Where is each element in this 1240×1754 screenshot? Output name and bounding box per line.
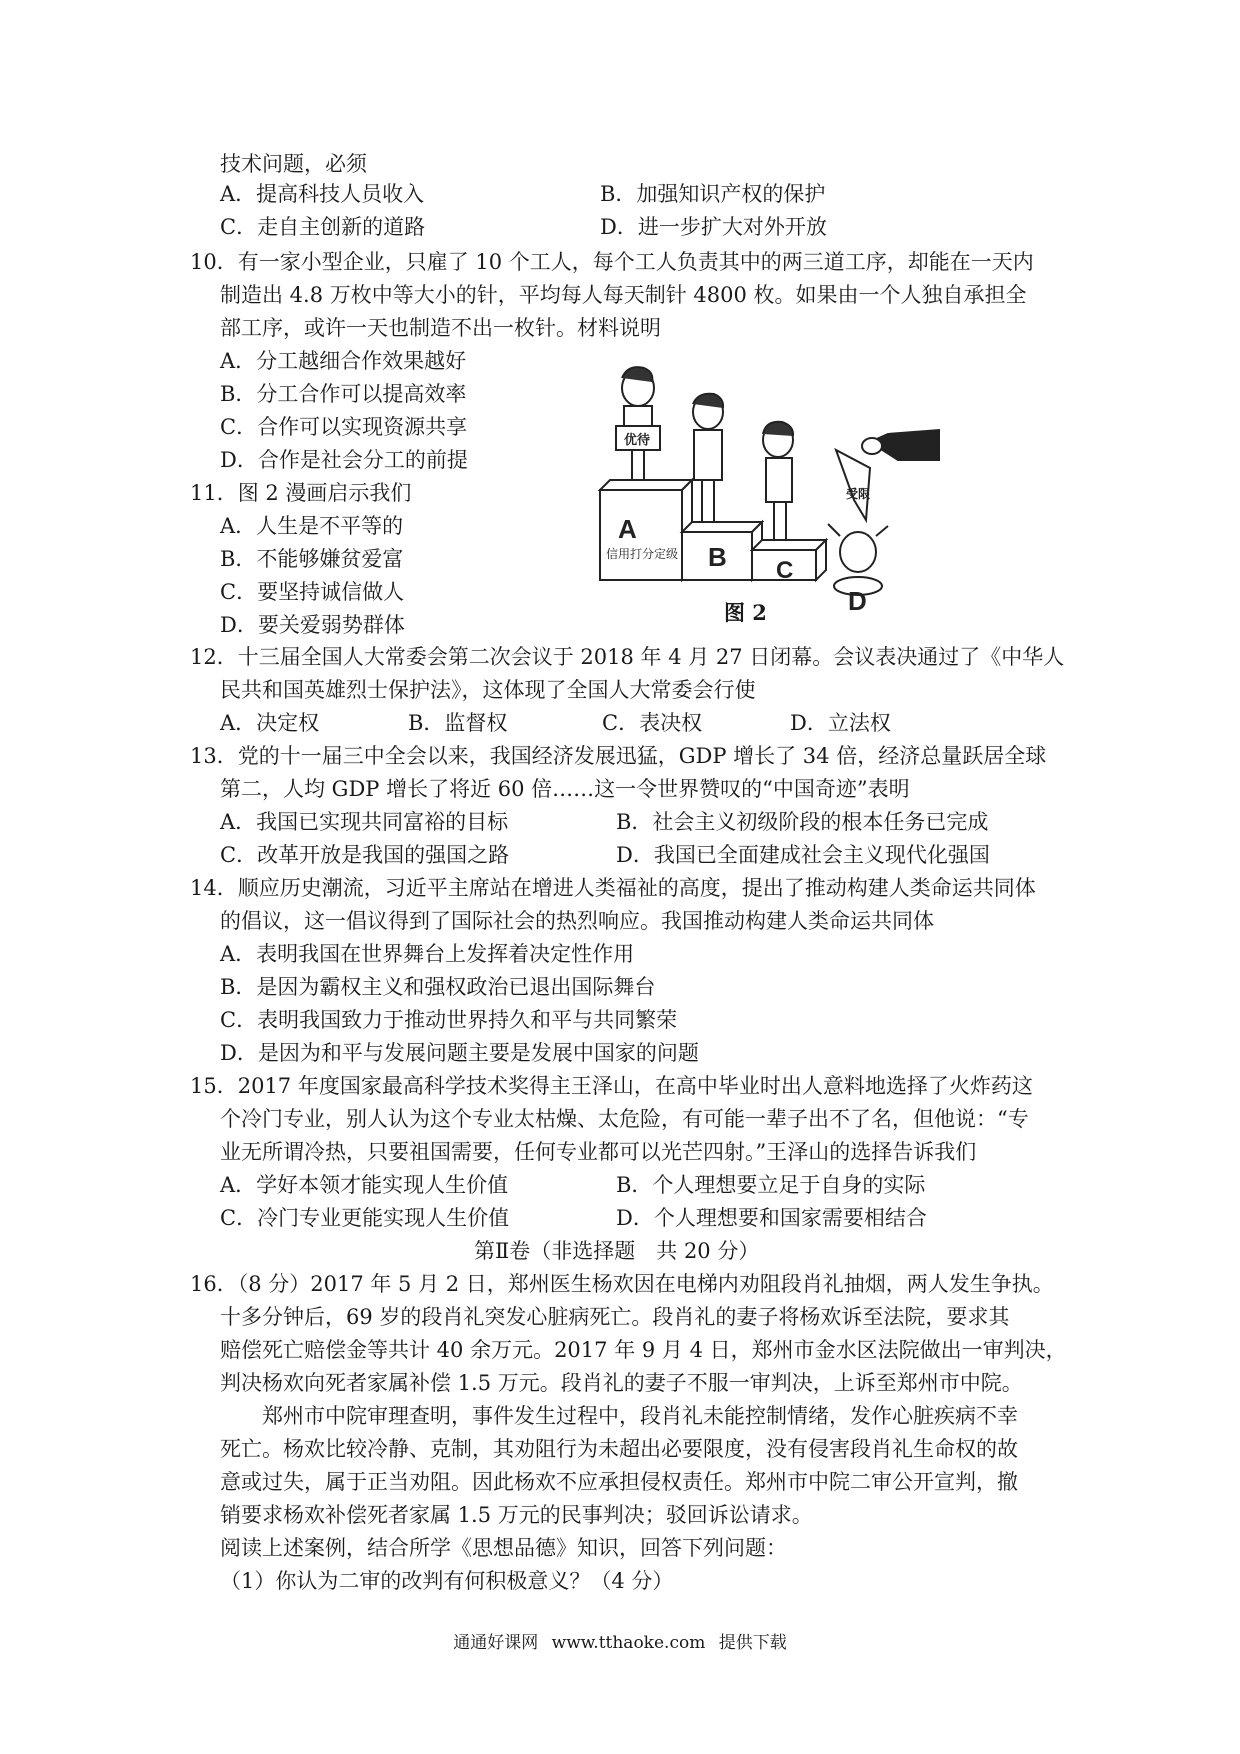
q10-option-c: C．合作可以实现资源共享 xyxy=(220,415,468,439)
q16-line-7: 意或过失，属于正当劝阻。因此杨欢不应承担侵权责任。郑州市中院二审公开宣判，撤 xyxy=(220,1470,1018,1494)
q10-line-1: 10．有一家小型企业，只雇了 10 个工人，每个工人负责其中的两三道工序，却能在一天内 xyxy=(190,250,1034,274)
step-d-label: D xyxy=(848,586,867,610)
footer-url-link[interactable]: www.tthaoke.com xyxy=(551,1633,706,1653)
q10-option-a: A．分工越细合作效果越好 xyxy=(220,349,467,373)
q15-line-3: 业无所谓冷热，只要祖国需要，任何专业都可以光芒四射。”王泽山的选择告诉我们 xyxy=(220,1140,977,1164)
footer xyxy=(0,1631,1240,1655)
staircase xyxy=(600,480,882,595)
person-a xyxy=(616,367,660,480)
q15-option-a: A．学好本领才能实现人生价值 xyxy=(220,1173,509,1197)
footer-note: 提供下载 xyxy=(718,1633,787,1653)
q14-option-a: A．表明我国在世界舞台上发挥着决定性作用 xyxy=(220,942,635,966)
person-d xyxy=(828,450,888,572)
q16-line-2: 十多分钟后，69 岁的段肖礼突发心脏病死亡。段肖礼的妻子将杨欢诉至法院，要求其 xyxy=(220,1305,1010,1329)
step-a-label: A xyxy=(618,514,637,544)
q13-line-1: 13．党的十一届三中全会以来，我国经济发展迅猛，GDP 增长了 34 倍，经济总量跃居全球 xyxy=(190,744,1047,768)
q16-line-9: 阅读上述案例，结合所学《思想品德》知识，回答下列问题： xyxy=(220,1536,787,1560)
q14-line-1: 14．顺应历史潮流，习近平主席站在增进人类福祉的高度，提出了推动构建人类命运共同体 xyxy=(190,876,1036,900)
q11-option-b: B．不能够嫌贫爱富 xyxy=(220,547,404,571)
q16-line-1: 16．（8 分）2017 年 5 月 2 日，郑州医生杨欢因在电梯内劝阻段肖礼抽烟，两人发生争执。 xyxy=(190,1272,1054,1296)
q15-option-c: C．冷门专业更能实现人生价值 xyxy=(220,1206,510,1230)
q11-option-a: A．人生是不平等的 xyxy=(220,514,404,538)
q10-option-d: D．合作是社会分工的前提 xyxy=(220,448,468,472)
q12-line-1: 12．十三届全国人大常委会第二次会议于 2018 年 4 月 27 日闭幕。会议表决通过了《中华人 xyxy=(190,645,1065,669)
q10-line-3: 部工序，或许一天也制造不出一枚针。材料说明 xyxy=(220,316,661,340)
q13-option-a: A．我国已实现共同富裕的目标 xyxy=(220,810,509,834)
q9-option-a: A．提高科技人员收入 xyxy=(220,182,425,206)
q12-option-b: B．监督权 xyxy=(408,711,508,735)
restricted-label: 受限 xyxy=(846,487,871,501)
figure-2-cartoon xyxy=(588,360,940,610)
q9-option-d: D．进一步扩大对外开放 xyxy=(600,215,827,239)
q11-option-c: C．要坚持诚信做人 xyxy=(220,580,405,604)
step-b-label: B xyxy=(708,542,727,572)
section-2-title: 第Ⅱ卷（非选择题 共 20 分） xyxy=(474,1239,760,1263)
q10-line-2: 制造出 4.8 万枚中等大小的针，平均每人每天制针 4800 枚。如果由一个人独自承担全 xyxy=(220,283,1027,307)
q12-line-2: 民共和国英雄烈士保护法》，这体现了全国人大常委会行使 xyxy=(220,678,756,702)
sign-top-label: 优待 xyxy=(624,432,651,447)
q9-stem-tail: 技术问题，必须 xyxy=(220,152,367,176)
q12-option-c: C．表决权 xyxy=(602,711,703,735)
q13-option-d: D．我国已全面建成社会主义现代化强国 xyxy=(616,843,990,867)
q14-option-b: B．是因为霸权主义和强权政治已退出国际舞台 xyxy=(220,975,656,999)
q15-line-2: 个冷门专业，别人认为这个专业太枯燥、太危险，有可能一辈子出不了名，但他说：“专 xyxy=(220,1107,1029,1131)
q16-line-6: 死亡。杨欢比较冷静、克制，其劝阻行为未超出必要限度，没有侵害段肖礼生命权的故 xyxy=(220,1437,1018,1461)
q12-option-d: D．立法权 xyxy=(790,711,891,735)
step-c-label: C xyxy=(776,557,794,584)
q16-line-3: 赔偿死亡赔偿金等共计 40 余万元。2017 年 9 月 4 日，郑州市金水区法院做出一审判决， xyxy=(220,1338,1067,1362)
q13-option-b: B．社会主义初级阶段的根本任务已完成 xyxy=(616,810,989,834)
q9-option-b: B．加强知识产权的保护 xyxy=(600,182,826,206)
q15-option-b: B．个人理想要立足于自身的实际 xyxy=(616,1173,926,1197)
q13-line-2: 第二，人均 GDP 增长了将近 60 倍……这一令世界赞叹的“中国奇迹”表明 xyxy=(220,777,910,801)
q13-option-c: C．改革开放是我国的强国之路 xyxy=(220,843,510,867)
footer-site: 通通好课网 xyxy=(453,1633,539,1653)
q16-line-5: 郑州市中院审理查明，事件发生过程中，段肖礼未能控制情绪，发作心脏疾病不幸 xyxy=(262,1404,1018,1428)
hand xyxy=(862,430,940,460)
q11-stem: 11．图 2 漫画启示我们 xyxy=(190,481,412,505)
figure-caption: 图 2 xyxy=(724,600,767,625)
person-b xyxy=(693,394,723,522)
q16-subquestion-1: （1）你认为二审的改判有何积极意义？（4 分） xyxy=(220,1569,674,1593)
q14-option-d: D．是因为和平与发展问题主要是发展中国家的问题 xyxy=(220,1041,699,1065)
base-text: 信用打分定级 xyxy=(606,547,679,561)
q15-line-1: 15．2017 年度国家最高科学技术奖得主王泽山，在高中毕业时出人意料地选择了火炸药这 xyxy=(190,1074,1033,1098)
q9-option-c: C．走自主创新的道路 xyxy=(220,215,426,239)
q11-option-d: D．要关爱弱势群体 xyxy=(220,613,405,637)
q15-option-d: D．个人理想要和国家需要相结合 xyxy=(616,1206,927,1230)
q14-option-c: C．表明我国致力于推动世界持久和平与共同繁荣 xyxy=(220,1008,678,1032)
q12-option-a: A．决定权 xyxy=(220,711,320,735)
q16-line-8: 销要求杨欢补偿死者家属 1.5 万元的民事判决；驳回诉讼请求。 xyxy=(220,1503,813,1527)
person-c xyxy=(763,422,793,540)
q14-line-2: 的倡议，这一倡议得到了国际社会的热烈响应。我国推动构建人类命运共同体 xyxy=(220,909,934,933)
q10-option-b: B．分工合作可以提高效率 xyxy=(220,382,467,406)
q16-line-4: 判决杨欢向死者家属补偿 1.5 万元。段肖礼的妻子不服一审判决，上诉至郑州市中院。 xyxy=(220,1371,1023,1395)
